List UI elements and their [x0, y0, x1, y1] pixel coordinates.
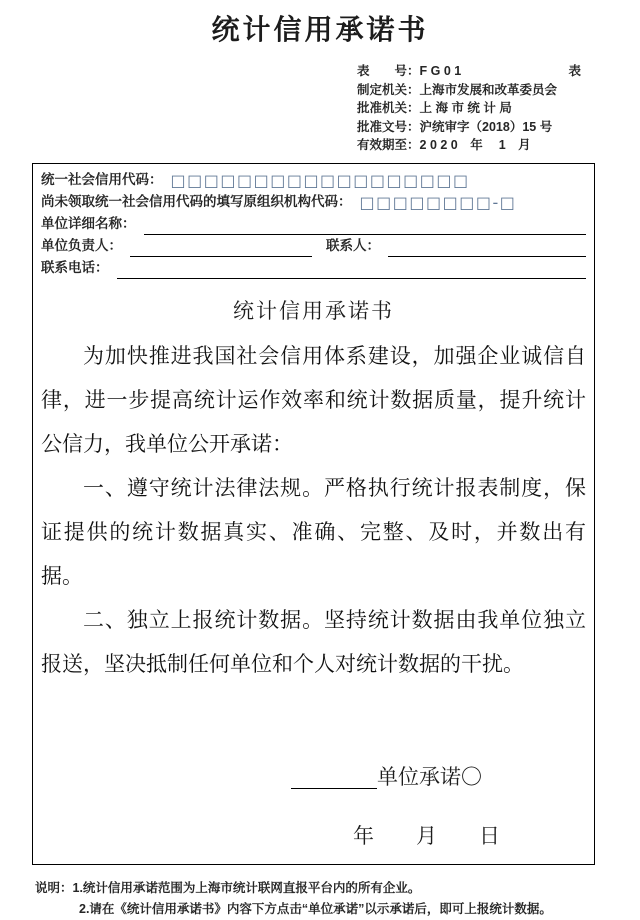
- contact-label: 联系人：: [326, 237, 380, 253]
- header-meta-block: [357, 62, 581, 155]
- unit-name-label: 单位详细名称：: [41, 215, 136, 231]
- phone-row: [41, 257, 586, 279]
- letter-paragraph-item1: 一、遵守统计法律法规。严格执行统计报表制度，保证提供的统计数据真实、准确、完整、及时，并数出有据。: [41, 475, 586, 588]
- credit-code-label: 统一社会信用代码：: [41, 171, 163, 187]
- commit-circle[interactable]: 〇: [461, 764, 482, 789]
- letter-paragraph-intro: 为加快推进我国社会信用体系建设，加强企业诚信自律，进一步提高统计运作效率和统计数据质量，提升统计公信力，我单位公开承诺：: [41, 343, 586, 456]
- meta-suffix: 表: [568, 64, 581, 78]
- unit-head-label: 单位负责人：: [41, 237, 122, 253]
- meta-approving-agency: [357, 99, 581, 118]
- meta-value: 沪统审字（2018）15 号: [419, 119, 553, 134]
- commit-signature-row: [41, 736, 586, 816]
- unit-name-input[interactable]: [144, 218, 587, 235]
- meta-issuing-agency: [357, 81, 581, 100]
- meta-label: 表 号：: [357, 64, 420, 78]
- meta-form-number: [357, 62, 581, 81]
- meta-value: 上海市发展和改革委员会: [419, 82, 558, 97]
- phone-label: 联系电话：: [41, 259, 109, 275]
- unit-head-input[interactable]: [130, 240, 312, 257]
- org-code-row: [41, 191, 586, 213]
- meta-value: 上 海 市 统 计 局: [419, 101, 512, 115]
- note-line-2: 2.请在《统计信用承诺书》内容下方点击“单位承诺”以示承诺后，即可上报统计数据。: [79, 901, 552, 916]
- meta-value: 2 0 2 0 年 1 月: [419, 138, 531, 152]
- phone-input[interactable]: [117, 262, 587, 279]
- meta-label: 批准文号：: [357, 119, 420, 134]
- credit-code-row: [41, 169, 586, 191]
- meta-label: 有效期至：: [357, 138, 420, 152]
- meta-label: 批准机关：: [357, 101, 420, 115]
- meta-valid-until: [357, 136, 581, 155]
- unit-name-row: [41, 213, 586, 235]
- notes-block: [35, 878, 567, 920]
- date-line: 年 月 日: [353, 823, 500, 848]
- commit-button-label[interactable]: 单位承诺: [377, 764, 461, 789]
- meta-label: 制定机关：: [357, 82, 420, 97]
- meta-value: F G 0 1: [419, 64, 462, 78]
- credit-code-boxes[interactable]: □□□□□□□□□□□□□□□□□□: [170, 170, 470, 190]
- letter-body: [41, 334, 586, 686]
- commit-blank-line[interactable]: [291, 765, 377, 789]
- meta-approval-number: [357, 118, 581, 137]
- document-title: 统计信用承诺书: [211, 15, 429, 46]
- contact-input[interactable]: [388, 240, 586, 257]
- letter-title: 统计信用承诺书: [233, 298, 394, 323]
- note-line-1: 说明：1.统计信用承诺范围为上海市统计联网直报平台内的所有企业。: [35, 880, 421, 895]
- commitment-form-box: [32, 163, 595, 865]
- letter-paragraph-item2: 二、独立上报统计数据。坚持统计数据由我单位独立报送，坚决抵制任何单位和个人对统计数据的干扰。: [41, 607, 586, 676]
- org-code-boxes[interactable]: □□□□□□□□-□: [359, 192, 517, 212]
- org-code-label: 尚未领取统一社会信用代码的填写原组织机构代码：: [41, 193, 352, 209]
- unit-head-row: [41, 235, 586, 257]
